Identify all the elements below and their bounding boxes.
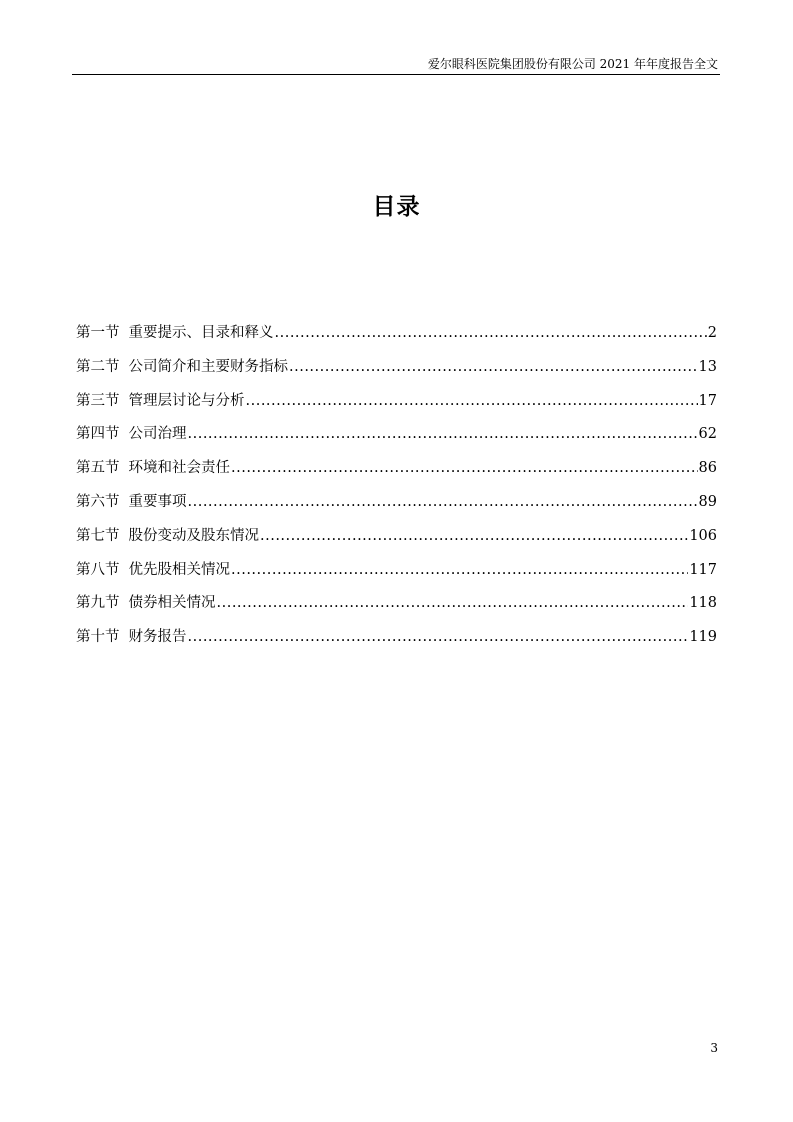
toc-entry[interactable]	[76, 323, 717, 357]
toc-page-number: 86	[698, 460, 717, 477]
toc-section-title: 股份变动及股东情况	[128, 527, 259, 544]
toc-leader-dots	[246, 391, 698, 411]
toc-page-number: 117	[689, 561, 717, 578]
toc-section-title: 优先股相关情况	[128, 561, 230, 578]
page-number: 3	[710, 1041, 718, 1055]
toc-page-number: 13	[698, 358, 717, 375]
toc-leader-dots	[275, 323, 707, 343]
toc-section-title: 管理层讨论与分析	[128, 392, 245, 409]
table-of-contents	[76, 323, 717, 661]
toc-leader-dots	[289, 357, 698, 377]
toc-entry[interactable]	[76, 627, 717, 661]
header-title: 爱尔眼科医院集团股份有限公司 2021 年年度报告全文	[427, 57, 718, 71]
toc-section-number: 第三节	[76, 392, 120, 409]
toc-page-number: 89	[698, 493, 717, 510]
toc-section-number: 第五节	[76, 460, 120, 477]
toc-entry[interactable]	[76, 593, 717, 627]
toc-section-number: 第一节	[76, 325, 120, 341]
toc-section-number: 第十节	[76, 629, 120, 646]
toc-entry[interactable]	[76, 391, 717, 425]
toc-entry[interactable]	[76, 458, 717, 492]
toc-section-title: 财务报告	[128, 629, 187, 646]
toc-page-number: 62	[698, 426, 717, 443]
toc-leader-dots	[188, 424, 698, 444]
toc-leader-dots	[188, 492, 698, 512]
toc-page-number: 17	[698, 392, 717, 409]
toc-section-title: 环境和社会责任	[128, 460, 230, 477]
toc-section-number: 第六节	[76, 493, 120, 510]
toc-entry[interactable]	[76, 526, 717, 560]
toc-leader-dots	[260, 526, 688, 546]
toc-section-number: 第八节	[76, 561, 120, 578]
toc-section-title: 重要提示、目录和释义	[128, 325, 274, 341]
toc-page-number: 106	[689, 527, 717, 544]
toc-entry[interactable]	[76, 424, 717, 458]
toc-entry[interactable]	[76, 357, 717, 391]
toc-page-number: 118	[689, 595, 717, 612]
toc-section-number: 第七节	[76, 527, 120, 544]
toc-leader-dots	[217, 593, 689, 613]
toc-section-title: 公司简介和主要财务指标	[128, 358, 288, 375]
page-title: 目录	[372, 194, 421, 220]
toc-section-number: 第四节	[76, 426, 120, 443]
toc-page-number: 119	[689, 629, 717, 646]
toc-leader-dots	[231, 458, 698, 478]
page-header	[72, 56, 720, 75]
toc-section-title: 债券相关情况	[128, 595, 216, 612]
toc-leader-dots	[188, 627, 689, 647]
toc-section-number: 第九节	[76, 595, 120, 612]
toc-section-title: 公司治理	[128, 426, 187, 443]
toc-leader-dots	[231, 560, 688, 580]
toc-section-title: 重要事项	[128, 493, 187, 510]
toc-page-number: 2	[707, 325, 717, 341]
toc-entry[interactable]	[76, 560, 717, 594]
toc-section-number: 第二节	[76, 358, 120, 375]
toc-entry[interactable]	[76, 492, 717, 526]
